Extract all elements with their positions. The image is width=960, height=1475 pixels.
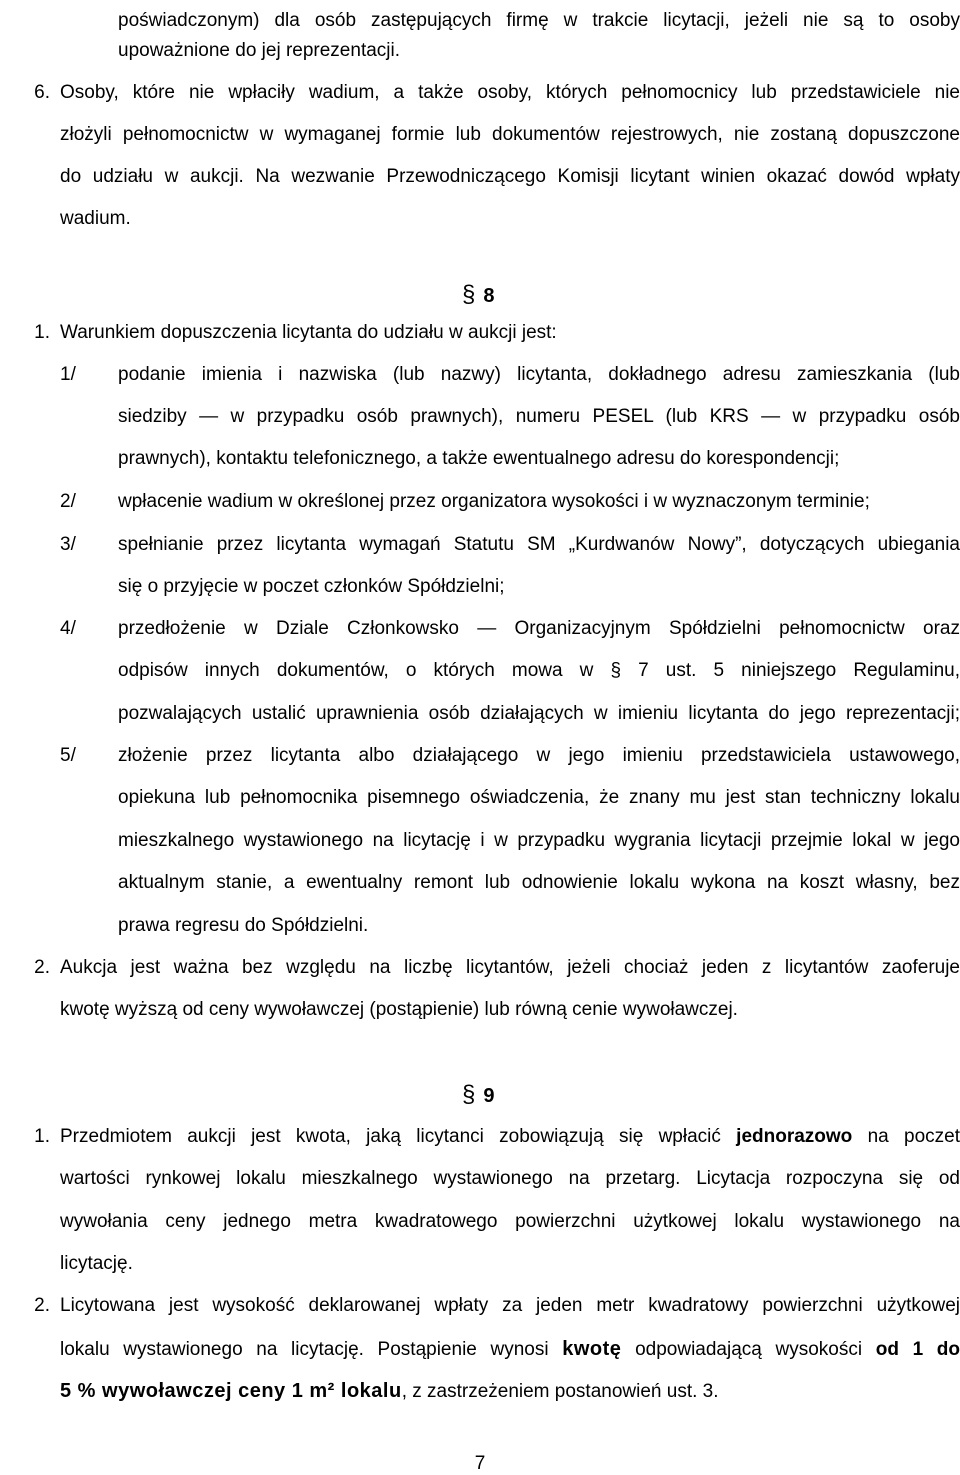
s9-point-2-line-3 bbox=[60, 1370, 960, 1412]
item-2-line-1: wpłacenie wadium w określonej przez organizatora wysokości i w wyznaczonym terminie; bbox=[118, 491, 870, 512]
s9-point-1-line-3: wywołania ceny jednego metra kwadratowego powierzchni użytkowej lokalu wystawionego na bbox=[60, 1211, 960, 1232]
s9-point-2-line-2 bbox=[60, 1328, 960, 1370]
section-9-heading bbox=[462, 1080, 494, 1110]
page-number: 7 bbox=[474, 1453, 486, 1474]
point-6-line-2: złożyli pełnomocnictw w wymaganej formie lub dokumentów rejestrowych, nie zostaną dopuszczone bbox=[60, 124, 960, 145]
item-1-line-3: prawnych), kontaktu telefonicznego, a także ewentualnego adresu do korespondencji; bbox=[118, 448, 840, 469]
s9-point-2-line-3-b: , z zastrzeżeniem postanowień ust. 3. bbox=[401, 1381, 719, 1402]
item-1-line-2: siedziby — w przypadku osób prawnych), numeru PESEL (lub KRS — w przypadku osób bbox=[118, 406, 960, 427]
s8-point-1-number: 1. bbox=[34, 322, 50, 343]
item-4-line-2: odpisów innych dokumentów, o których mowa w § 7 ust. 5 niniejszego Regulaminu, bbox=[118, 660, 960, 681]
s9-point-1-line-1-a: Przedmiotem aukcji jest kwota, jaką licytanci zobowiązują się wpłacić bbox=[60, 1126, 721, 1147]
item-5-number: 5/ bbox=[60, 745, 76, 766]
item-5-line-3: mieszkalnego wystawionego na licytację i w przypadku wygrania licytacji przejmie lokal w jego bbox=[118, 830, 960, 851]
item-5-line-4: aktualnym stanie, a ewentualny remont lub odnowienie lokalu wykona na koszt własny, bez bbox=[118, 872, 960, 893]
item-5-line-1: złożenie przez licytanta albo działającego w jego imieniu przedstawiciela ustawowego, bbox=[118, 745, 960, 766]
prev-paragraph-line-1: poświadczonym) dla osób zastępujących firmę w trakcie licytacji, jeżeli nie są to osoby bbox=[118, 10, 960, 31]
item-1-number: 1/ bbox=[60, 364, 76, 385]
item-5-line-2: opiekuna lub pełnomocnika pisemnego oświadczenia, że znany mu jest stan techniczny lokalu bbox=[118, 787, 960, 808]
section-8-heading bbox=[462, 280, 494, 310]
point-6-line-3: do udziału w aukcji. Na wezwanie Przewodniczącego Komisji licytant winien okazać dowód wpłaty bbox=[60, 166, 960, 187]
item-4-line-1: przedłożenie w Dziale Członkowsko — Organizacyjnym Spółdzielni pełnomocnictw oraz bbox=[118, 618, 960, 639]
section-sign: § bbox=[462, 1081, 476, 1108]
s8-point-2-line-1: Aukcja jest ważna bez względu na liczbę licytantów, jeżeli chociaż jeden z licytantów zaoferuje bbox=[60, 957, 960, 978]
prev-paragraph-line-2: upoważnione do jej reprezentacji. bbox=[118, 40, 401, 61]
item-3-line-1: spełnianie przez licytanta wymagań Statutu SM „Kurdwanów Nowy”, dotyczących ubiegania bbox=[118, 534, 960, 555]
section-sign: § bbox=[462, 281, 476, 308]
item-3-number: 3/ bbox=[60, 534, 76, 555]
emphasis-percent-rate: 5 % wywoławczej ceny 1 m² lokalu bbox=[60, 1380, 402, 1402]
s8-point-1-intro: Warunkiem dopuszczenia licytanta do udziału w aukcji jest: bbox=[60, 322, 557, 343]
item-4-line-3: pozwalających ustalić uprawnienia osób działających w imieniu licytanta do jego reprezentacji; bbox=[118, 703, 960, 724]
emphasis-kwote: kwotę bbox=[562, 1338, 622, 1360]
section-8-number: 8 bbox=[483, 285, 495, 307]
s9-point-2-line-2-a: lokalu wystawionego na licytację. Postąpienie wynosi bbox=[60, 1339, 549, 1360]
s9-point-1-line-1-c: na poczet bbox=[867, 1126, 960, 1147]
s8-point-2-number: 2. bbox=[34, 957, 50, 978]
s9-point-1-line-4: licytację. bbox=[60, 1253, 133, 1274]
point-6-line-1: Osoby, które nie wpłaciły wadium, a także osoby, których pełnomocnicy lub przedstawiciele nie bbox=[60, 82, 960, 103]
item-4-number: 4/ bbox=[60, 618, 76, 639]
emphasis-jednorazowo: jednorazowo bbox=[736, 1126, 853, 1147]
s8-point-2-line-2: kwotę wyższą od ceny wywoławczej (postąpienie) lub równą cenie wywoławczej. bbox=[60, 999, 738, 1020]
item-3-line-2: się o przyjęcie w poczet członków Spółdzielni; bbox=[118, 576, 505, 597]
point-6-line-4: wadium. bbox=[60, 208, 131, 229]
s9-point-2-line-2-c: odpowiadającą wysokości bbox=[635, 1339, 863, 1360]
item-2-number: 2/ bbox=[60, 491, 76, 512]
point-6-number: 6. bbox=[34, 82, 50, 103]
item-1-line-1: podanie imienia i nazwiska (lub nazwy) licytanta, dokładnego adresu zamieszkania (lub bbox=[118, 364, 960, 385]
s9-point-2-number: 2. bbox=[34, 1295, 50, 1316]
s9-point-2-line-1: Licytowana jest wysokość deklarowanej wpłaty za jeden metr kwadratowy powierzchni użytkowej bbox=[60, 1295, 960, 1316]
section-9-number: 9 bbox=[483, 1085, 495, 1107]
s9-point-1-line-1 bbox=[60, 1116, 960, 1158]
item-5-line-5: prawa regresu do Spółdzielni. bbox=[118, 915, 369, 936]
s9-point-1-number: 1. bbox=[34, 1126, 50, 1147]
s9-point-1-line-2: wartości rynkowej lokalu mieszkalnego wystawionego na przetarg. Licytacja rozpoczyna się od bbox=[60, 1168, 960, 1189]
emphasis-od-1-do: od 1 do bbox=[875, 1339, 960, 1360]
